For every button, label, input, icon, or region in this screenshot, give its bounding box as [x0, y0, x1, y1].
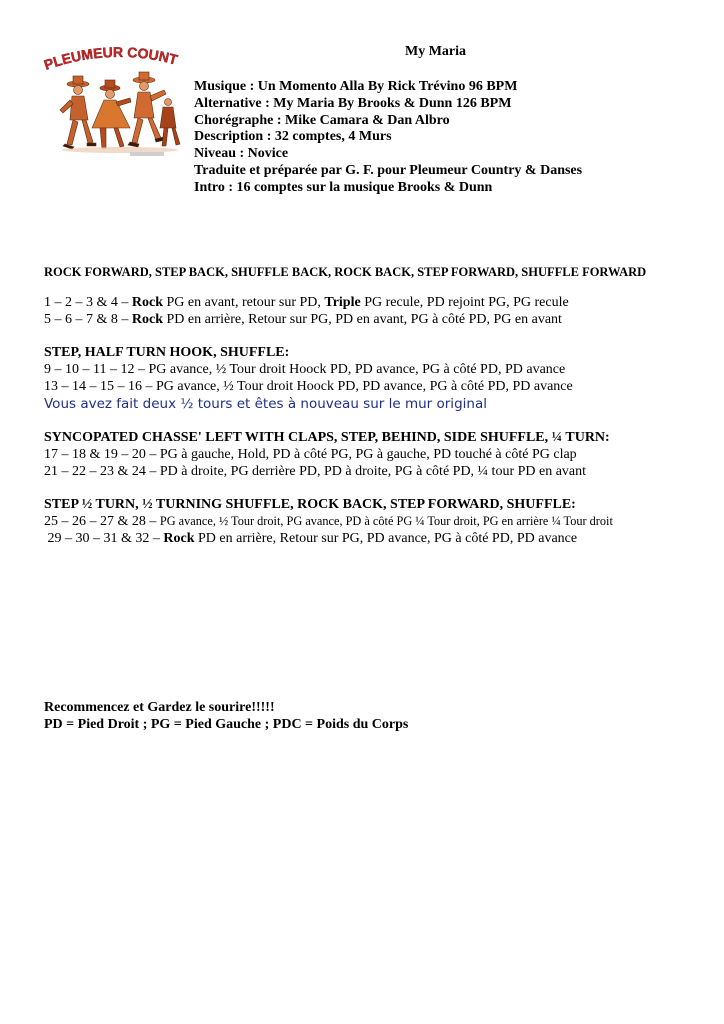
page-title: My Maria: [405, 44, 467, 59]
dance-info: [194, 79, 582, 197]
step-text: PG recule, PD rejoint PG, PG recule: [360, 295, 569, 310]
step-line-5: 17 – 18 & 19 – 20 – PG à gauche, Hold, PD à côté PG, PG à gauche, PD touché à côté PG clap: [44, 447, 577, 462]
step-keyword: Rock: [131, 312, 164, 327]
logo-caption-mark: [130, 152, 164, 156]
logo: [42, 44, 184, 162]
section-4-title: STEP ½ TURN, ½ TURNING SHUFFLE, ROCK BACK, STEP FORWARD, SHUFFLE:: [44, 497, 576, 512]
step-text: PD en arrière, Retour sur PG, PD avance, PG à côté PD, PD avance: [194, 531, 578, 546]
step-line-8: [44, 530, 684, 547]
step-sheet: [44, 264, 684, 547]
step-line-2: [44, 311, 684, 328]
step-text: PG avance, ½ Tour droit, PG avance, PD à côté PG ¼ Tour droit, PG en arrière ¼ Tour droit: [159, 514, 613, 528]
section-3-title: SYNCOPATED CHASSE' LEFT WITH CLAPS, STEP, BEHIND, SIDE SHUFFLE, ¼ TURN:: [44, 430, 610, 445]
step-text: PG en avant, retour sur PD,: [163, 295, 325, 310]
level-info: Niveau : Novice: [194, 146, 289, 162]
step-text: PD en arrière, Retour sur PG, PD en avant, PG à côté PD, PG en avant: [163, 312, 562, 327]
abbreviation-legend: PD = Pied Droit ; PG = Pied Gauche ; PDC = Poids du Corps: [44, 717, 409, 732]
counts: 29 – 30 – 31 & 32 –: [44, 531, 164, 546]
step-keyword: Rock: [131, 295, 164, 310]
music-info: Musique : Un Momento Alla By Rick Trévino 96 BPM: [194, 79, 518, 94]
step-line-7: [44, 513, 684, 530]
dancers-illustration: [42, 44, 184, 162]
step-line-3: 9 – 10 – 11 – 12 – PG avance, ½ Tour droit Hoock PD, PD avance, PG à côté PD, PD avance: [44, 362, 566, 377]
footer-notes: [44, 699, 408, 733]
step-line-6: 21 – 22 – 23 & 24 – PD à droite, PG derrière PD, PD à droite, PG à côté PD, ¼ tour PD en avant: [44, 464, 587, 479]
counts: 5 – 6 – 7 & 8 –: [44, 312, 132, 327]
step-keyword: Rock: [163, 531, 195, 546]
wall-note: Vous avez fait deux ½ tours et êtes à nouveau sur le mur original: [44, 396, 487, 412]
section-1-title: ROCK FORWARD, STEP BACK, SHUFFLE BACK, ROCK BACK, STEP FORWARD, SHUFFLE FORWARD: [44, 265, 647, 279]
translation-info: Traduite et préparée par G. F. pour Pleumeur Country & Danses: [194, 162, 583, 178]
step-keyword: Triple: [324, 295, 361, 310]
description-info: Description : 32 comptes, 4 Murs: [194, 129, 392, 145]
counts: 1 – 2 – 3 & 4 –: [44, 295, 132, 310]
section-2-title: STEP, HALF TURN HOOK, SHUFFLE:: [44, 345, 290, 360]
intro-info: Intro : 16 comptes sur la musique Brooks & Dunn: [194, 179, 493, 195]
step-line-4: 13 – 14 – 15 – 16 – PG avance, ½ Tour droit Hoock PD, PD avance, PG à côté PD, PD avance: [44, 379, 573, 394]
alternative-music-info: Alternative : My Maria By Brooks & Dunn 126 BPM: [194, 95, 512, 111]
logo-text: PLEUMEUR COUNT: [42, 44, 180, 73]
choreographer-info: Chorégraphe : Mike Camara & Dan Albro: [194, 112, 450, 128]
closing-message: Recommencez et Gardez le sourire!!!!!: [44, 700, 275, 715]
counts: 25 – 26 – 27 & 28 –: [44, 514, 160, 529]
step-line-1: [44, 294, 684, 311]
